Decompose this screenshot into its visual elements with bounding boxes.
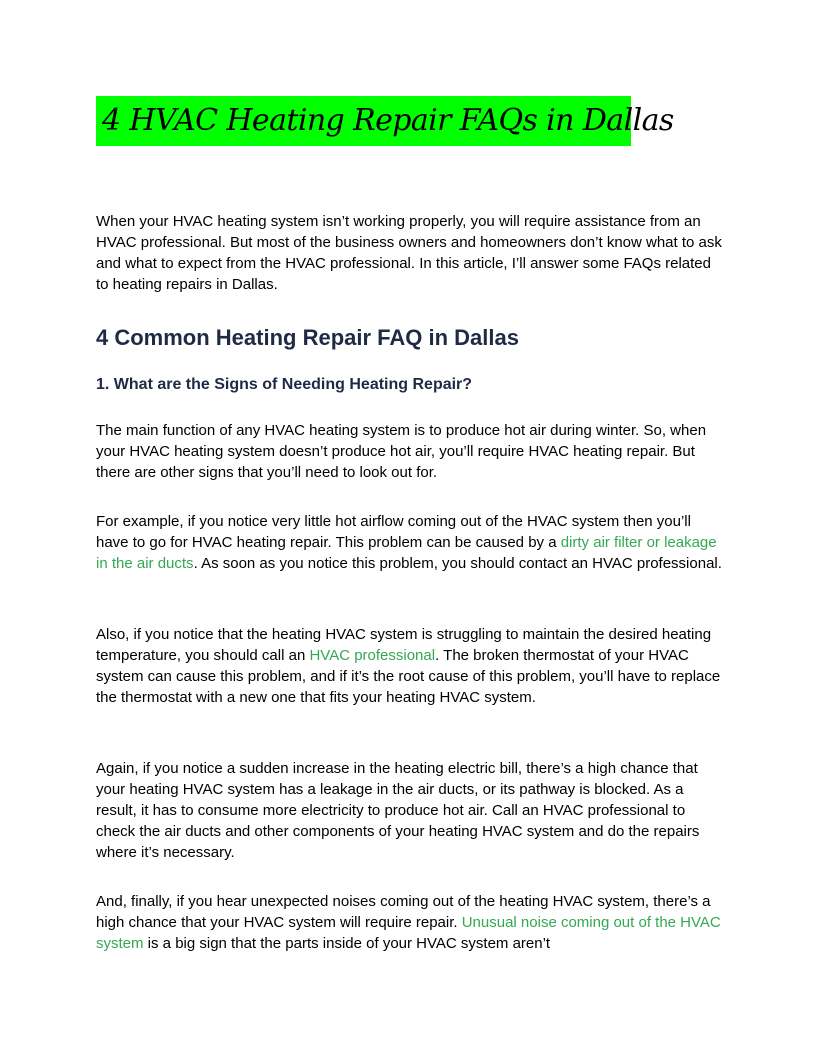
title-highlight — [96, 96, 674, 146]
paragraph-4: Again, if you notice a sudden increase in the heating electric bill, there’s a high chance that your heating HVAC system has a leakage in the air ducts, or its pathway is blocked. As a result, it has to consume more electricity to produce hot air. Call an HVAC professional to check the air ducts and other components of your heating HVAC system and do the repairs where it’s necessary. — [96, 760, 700, 862]
faq-subheading: 1. What are the Signs of Needing Heating Repair? — [96, 376, 473, 393]
paragraph-5-text-after: is a big sign that the parts inside of your HVAC system aren’t — [143, 935, 551, 953]
intro-paragraph: When your HVAC heating system isn’t working properly, you will require assistance from an HVAC professional. But most of the business owners and homeowners don’t know what to ask and what to expect from the HVAC professional. In this article, I’ll answer some FAQs related to heating repairs in Dallas. — [96, 213, 722, 294]
paragraph-3 — [96, 624, 726, 708]
paragraph-5-text-before: And, finally, if you hear unexpected noises coming out of the heating HVAC system, there’s a high chance that your HVAC system will require repair. — [96, 893, 711, 932]
paragraph-2-text-before: For example, if you notice very little hot airflow coming out of the HVAC system then you’ll have to go for HVAC heating repair. This problem can be caused by a — [96, 513, 691, 552]
dirty-air-filter-link[interactable]: dirty air filter or leakage in the air ducts — [96, 534, 717, 573]
unusual-noise-link[interactable]: Unusual noise coming out of the HVAC system — [96, 914, 721, 953]
paragraph-1: The main function of any HVAC heating system is to produce hot air during winter. So, when your HVAC heating system doesn’t produce hot air, you’ll require HVAC heating repair. But there are other signs that you’ll need to look out for. — [96, 422, 707, 482]
paragraph-2 — [96, 511, 726, 574]
paragraph-3-text-before: Also, if you notice that the heating HVAC system is struggling to maintain the desired heating temperature, you should call an — [96, 626, 712, 665]
paragraph-3-text-after: . The broken thermostat of your HVAC system can cause this problem, and if it’s the root cause of this problem, you’ll have to replace the thermostat with a new one that fits your heating HVAC system. — [96, 647, 721, 707]
section-heading: 4 Common Heating Repair FAQ in Dallas — [96, 325, 519, 350]
page-title: 4 HVAC Heating Repair FAQs in Dallas — [102, 103, 674, 138]
hvac-professional-link[interactable]: HVAC professional — [309, 647, 436, 665]
paragraph-2-text-after: . As soon as you notice this problem, you should contact an HVAC professional. — [193, 555, 722, 573]
paragraph-5 — [96, 891, 726, 954]
